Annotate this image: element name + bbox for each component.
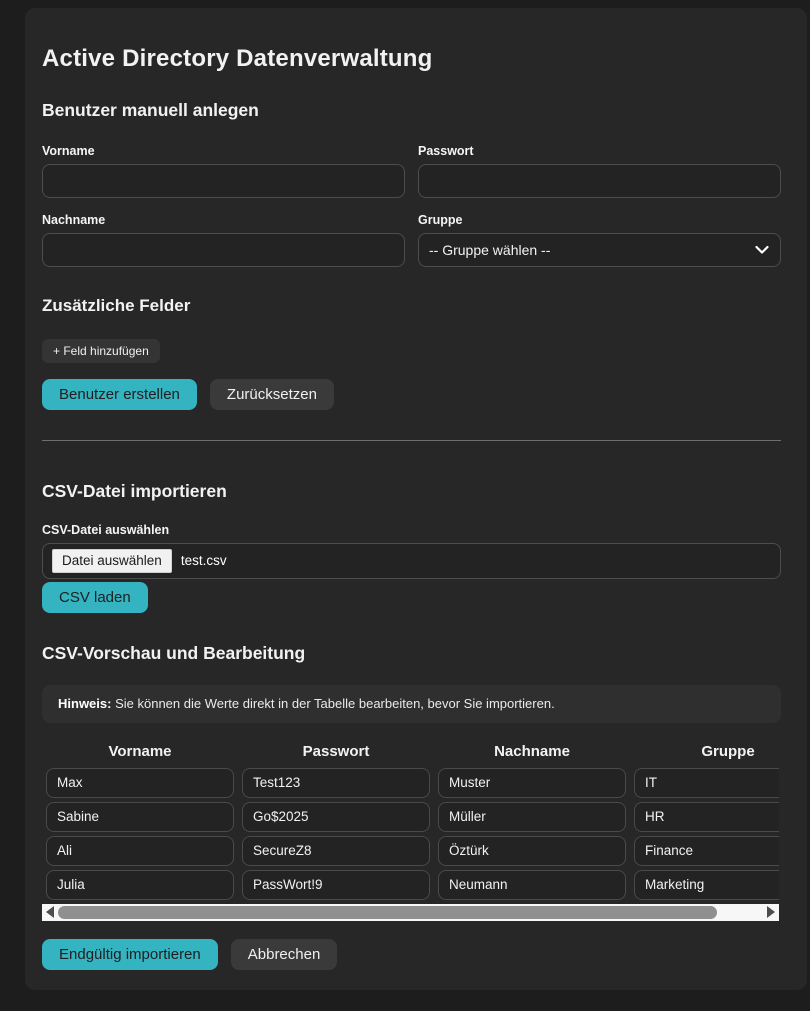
add-field-button[interactable]: + Feld hinzufügen <box>42 339 160 363</box>
gruppe-select[interactable] <box>418 233 781 267</box>
section-divider <box>42 440 781 441</box>
scrollbar-thumb[interactable] <box>58 906 717 919</box>
csv-table <box>42 743 779 902</box>
table-row <box>42 766 779 800</box>
hint-box <box>42 685 781 723</box>
col-header-vorname: Vorname <box>108 742 172 760</box>
hint-text: Sie können die Werte direkt in der Tabelle bearbeiten, bevor Sie importieren. <box>111 695 555 711</box>
scroll-left-icon[interactable] <box>46 906 54 918</box>
col-header-nachname: Nachname <box>494 742 570 760</box>
cell-input[interactable] <box>634 802 779 832</box>
col-header-gruppe: Gruppe <box>701 742 755 760</box>
passwort-input[interactable] <box>418 164 781 198</box>
cell-input[interactable] <box>46 768 234 798</box>
table-row <box>42 800 779 834</box>
extra-fields-heading: Zusätzliche Felder <box>42 295 191 315</box>
nachname-label: Nachname <box>42 212 106 227</box>
col-header-passwort: Passwort <box>302 742 370 760</box>
final-import-button[interactable]: Endgültig importieren <box>42 939 218 970</box>
main-card <box>25 8 807 990</box>
cell-input[interactable] <box>438 836 626 866</box>
passwort-label: Passwort <box>418 143 474 158</box>
import-section-heading: CSV-Datei importieren <box>42 480 227 501</box>
cell-input[interactable] <box>46 836 234 866</box>
field-gruppe <box>418 213 781 267</box>
field-nachname <box>42 213 405 267</box>
field-passwort <box>418 144 781 198</box>
cancel-button[interactable]: Abbrechen <box>231 939 338 970</box>
cell-input[interactable] <box>438 870 626 900</box>
gruppe-label: Gruppe <box>418 212 463 227</box>
cell-input[interactable] <box>438 768 626 798</box>
hint-bold: Hinweis: <box>58 695 112 711</box>
cell-input[interactable] <box>242 768 430 798</box>
cell-input[interactable] <box>242 836 430 866</box>
nachname-input[interactable] <box>42 233 405 267</box>
vorname-label: Vorname <box>42 143 95 158</box>
cell-input[interactable] <box>46 802 234 832</box>
preview-section-heading: CSV-Vorschau und Bearbeitung <box>42 642 306 663</box>
cell-input[interactable] <box>634 836 779 866</box>
cell-input[interactable] <box>634 870 779 900</box>
csv-table-container <box>42 743 779 902</box>
field-vorname <box>42 144 405 198</box>
cell-input[interactable] <box>242 870 430 900</box>
table-header-row <box>42 743 779 766</box>
preview-actions <box>42 939 781 970</box>
manual-actions <box>42 379 781 410</box>
horizontal-scrollbar[interactable] <box>42 904 779 921</box>
manual-form <box>42 144 781 267</box>
reset-button[interactable]: Zurücksetzen <box>210 379 334 410</box>
cell-input[interactable] <box>46 870 234 900</box>
file-input[interactable] <box>42 543 781 579</box>
page-title: Active Directory Datenverwaltung <box>42 45 433 72</box>
choose-file-button[interactable]: Datei auswählen <box>52 549 172 573</box>
manual-section-heading: Benutzer manuell anlegen <box>42 99 259 120</box>
csv-load-button[interactable]: CSV laden <box>42 582 148 613</box>
create-user-button[interactable]: Benutzer erstellen <box>42 379 197 410</box>
csv-file-label: CSV-Datei auswählen <box>42 522 170 537</box>
cell-input[interactable] <box>242 802 430 832</box>
vorname-input[interactable] <box>42 164 405 198</box>
cell-input[interactable] <box>438 802 626 832</box>
table-row <box>42 834 779 868</box>
load-row <box>42 582 781 613</box>
scroll-right-icon[interactable] <box>767 906 775 918</box>
cell-input[interactable] <box>634 768 779 798</box>
file-name: test.csv <box>180 553 227 569</box>
table-row <box>42 868 779 902</box>
